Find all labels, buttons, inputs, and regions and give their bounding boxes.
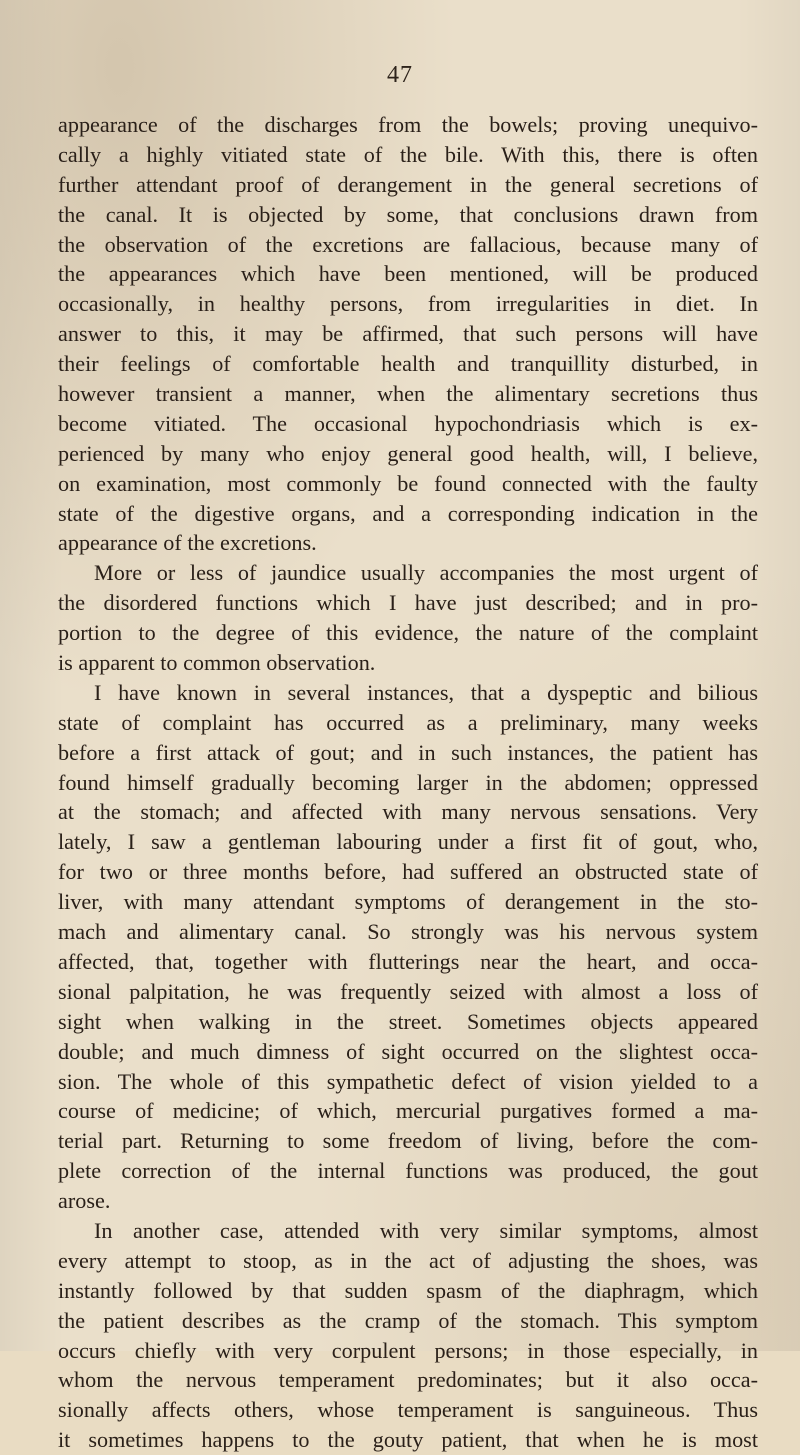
text-line: portion to the degree of this evidence, the nature of the complaint — [58, 620, 758, 646]
text-line: cally a highly vitiated state of the bile. With this, there is often — [58, 141, 758, 167]
body-text — [58, 110, 758, 1455]
text-line: the canal. It is objected by some, that conclusions drawn from — [58, 201, 758, 227]
text-line: occurs chiefly with very corpulent persons; in those especially, in — [58, 1337, 758, 1363]
text-line: course of medicine; of which, mercurial purgatives formed a ma- — [58, 1098, 758, 1124]
text-line: their feelings of comfortable health and tranquillity disturbed, in — [58, 351, 758, 377]
text-line: More or less of jaundice usually accompanies the most urgent of — [94, 560, 758, 586]
text-line: however transient a manner, when the alimentary secretions thus — [58, 381, 758, 407]
text-line: the patient describes as the cramp of the stomach. This symptom — [58, 1307, 758, 1333]
text-line: sionally affects others, whose temperament is sanguineous. Thus — [58, 1397, 758, 1423]
text-line: arose. — [58, 1188, 111, 1214]
text-line: liver, with many attendant symptoms of derangement in the sto- — [58, 889, 758, 915]
text-line: In another case, attended with very similar symptoms, almost — [94, 1217, 758, 1243]
text-line: before a first attack of gout; and in such instances, the patient has — [58, 739, 758, 765]
text-line: on examination, most commonly be found connected with the faulty — [58, 470, 758, 496]
text-line: mach and alimentary canal. So strongly was his nervous system — [58, 919, 758, 945]
text-line: sional palpitation, he was frequently seized with almost a loss of — [58, 978, 758, 1004]
text-line: sight when walking in the street. Sometimes objects appeared — [58, 1008, 758, 1034]
text-line: the appearances which have been mentioned, will be produced — [58, 261, 758, 287]
text-line: the observation of the excretions are fallacious, because many of — [58, 231, 758, 257]
text-line: terial part. Returning to some freedom of living, before the com- — [58, 1128, 758, 1154]
text-line: appearance of the excretions. — [58, 530, 317, 556]
text-line: is apparent to common observation. — [58, 650, 376, 676]
text-line: at the stomach; and affected with many nervous sensations. Very — [58, 799, 758, 825]
text-line: answer to this, it may be affirmed, that such persons will have — [58, 321, 758, 347]
text-line: occasionally, in healthy persons, from irregularities in diet. In — [58, 291, 758, 317]
text-line: become vitiated. The occasional hypochondriasis which is ex- — [58, 410, 758, 436]
text-line: it sometimes happens to the gouty patient, that when he is most — [58, 1427, 758, 1453]
text-line: I have known in several instances, that a dyspeptic and bilious — [94, 679, 758, 705]
text-line: perienced by many who enjoy general good health, will, I believe, — [58, 440, 758, 466]
text-line: sion. The whole of this sympathetic defect of vision yielded to a — [58, 1068, 758, 1094]
text-line: lately, I saw a gentleman labouring under a first fit of gout, who, — [58, 829, 758, 855]
page-number: 47 — [387, 62, 413, 88]
text-line: state of complaint has occurred as a preliminary, many weeks — [58, 709, 758, 735]
text-line: further attendant proof of derangement in the general secretions of — [58, 171, 758, 197]
text-line: appearance of the discharges from the bowels; proving unequivo- — [58, 112, 758, 137]
text-line: double; and much dimness of sight occurred on the slightest occa- — [58, 1038, 758, 1064]
text-line: whom the nervous temperament predominates; but it also occa- — [58, 1367, 758, 1393]
text-line: for two or three months before, had suffered an obstructed state of — [58, 859, 758, 885]
text-line: every attempt to stoop, as in the act of adjusting the shoes, was — [58, 1247, 758, 1273]
text-line: found himself gradually becoming larger in the abdomen; oppressed — [58, 769, 758, 795]
text-line: instantly followed by that sudden spasm of the diaphragm, which — [58, 1277, 758, 1303]
text-line: affected, that, together with flutterings near the heart, and occa- — [58, 948, 758, 974]
text-line: plete correction of the internal functions was produced, the gout — [58, 1158, 758, 1184]
text-line: state of the digestive organs, and a corresponding indication in the — [58, 500, 758, 526]
text-line: the disordered functions which I have just described; and in pro- — [58, 590, 758, 616]
